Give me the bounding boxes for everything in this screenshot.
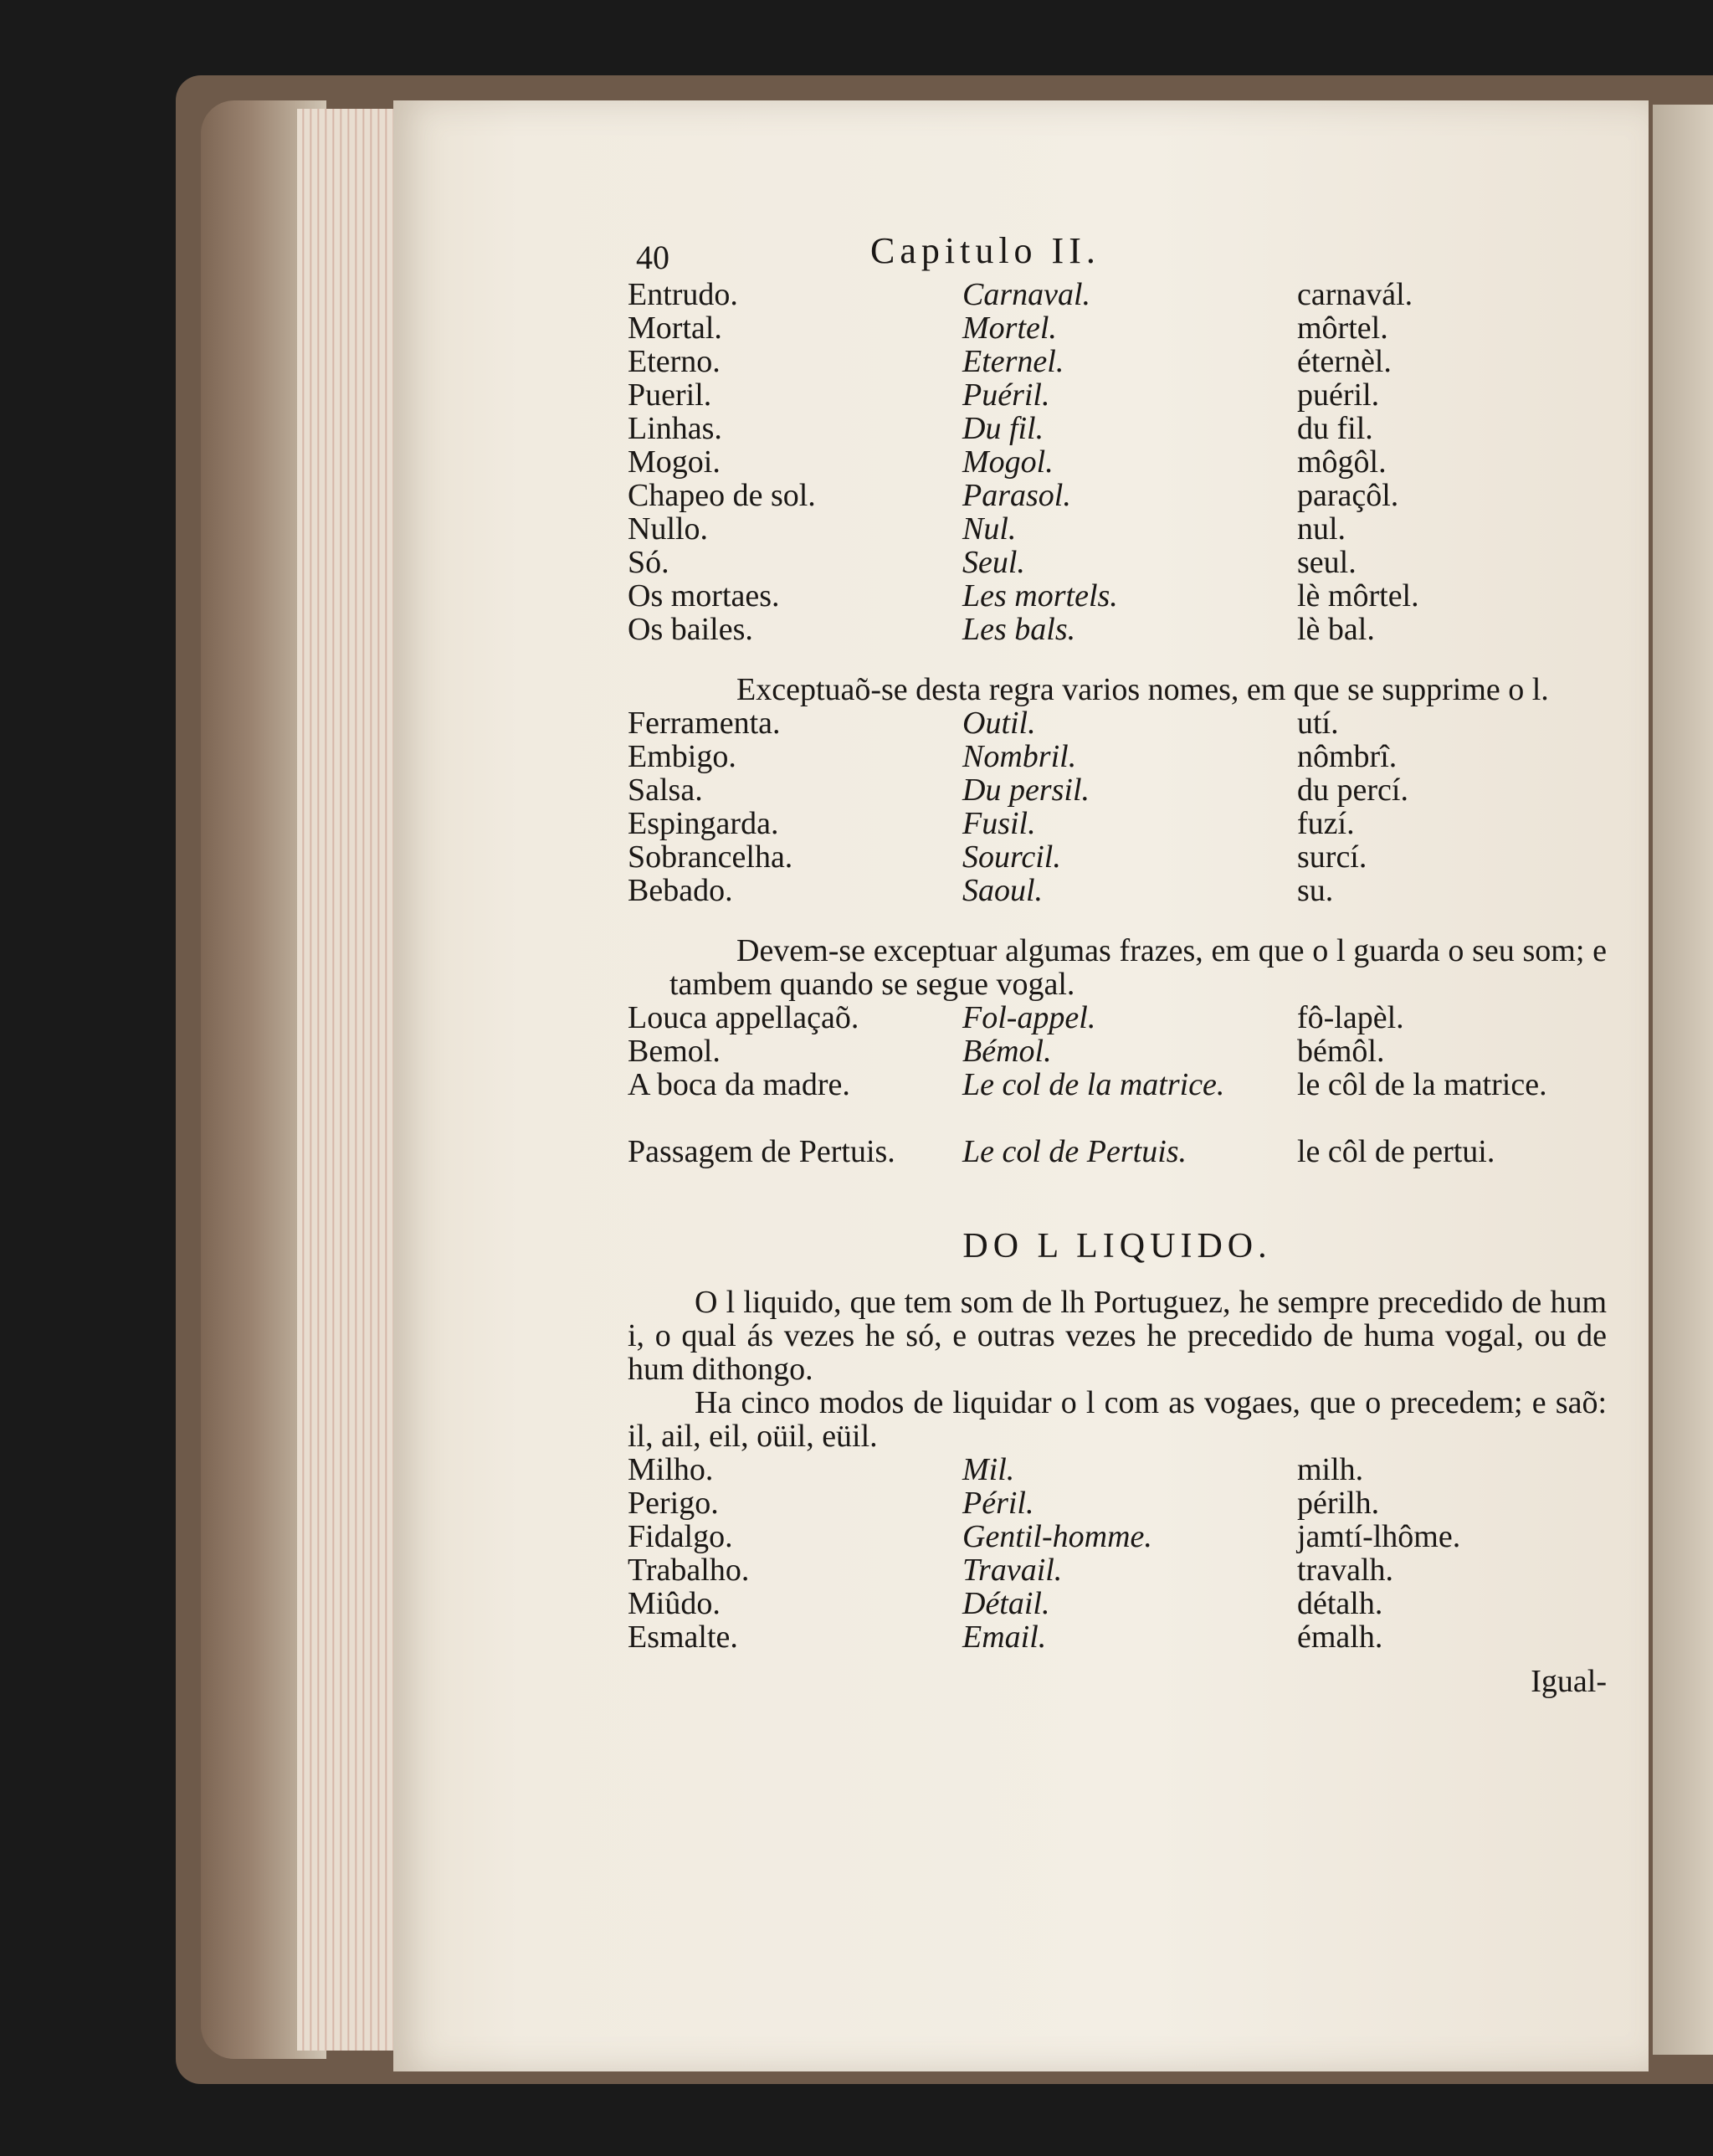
portuguese-word: Chapeo de sol. (628, 478, 816, 513)
french-word: Le col de Pertuis. (962, 1134, 1187, 1169)
paragraph-liquid-l: O l liquido, que tem som de lh Portuguez, he sempre precedido de hum i, o qual ás vezes he só, e outras vezes he precedido de huma vogal, ou de hum dithongo. (628, 1285, 1607, 1387)
portuguese-word: Os bailes. (628, 612, 753, 647)
french-word: Mil. (962, 1452, 1015, 1487)
vocab-row (628, 740, 1607, 773)
vocabulary-table-3 (628, 1001, 1607, 1202)
pronunciation: travalh. (1297, 1553, 1394, 1588)
pronunciation: fô-lapèl. (1297, 1000, 1404, 1035)
page-header (628, 230, 1607, 276)
vocab-row (628, 1553, 1607, 1587)
french-word: Le col de la matrice. (962, 1067, 1225, 1102)
running-head: Capitulo II. (870, 230, 1100, 271)
portuguese-word: Trabalho. (628, 1553, 750, 1588)
french-word: Fol-appel. (962, 1000, 1096, 1035)
portuguese-word: Ferramenta. (628, 706, 781, 741)
portuguese-word: A boca da madre. (628, 1067, 850, 1102)
portuguese-word: Só. (628, 545, 669, 580)
vocabulary-table-1 (628, 278, 1607, 646)
pronunciation: fuzí. (1297, 806, 1355, 841)
vocabulary-table-2 (628, 706, 1607, 907)
portuguese-word: Fidalgo. (628, 1519, 733, 1554)
pronunciation: utí. (1297, 706, 1339, 741)
pronunciation: du percí. (1297, 773, 1408, 808)
portuguese-word: Mogoi. (628, 444, 721, 480)
pronunciation: jamtí-lhôme. (1297, 1519, 1461, 1554)
pronunciation: éternèl. (1297, 344, 1392, 379)
french-word: Mogol. (962, 444, 1054, 480)
pronunciation: seul. (1297, 545, 1357, 580)
pronunciation: milh. (1297, 1452, 1364, 1487)
vocab-row (628, 512, 1607, 546)
pronunciation: le côl de la matrice. (1297, 1067, 1547, 1102)
portuguese-word: Bemol. (628, 1034, 721, 1069)
french-word: Nombril. (962, 739, 1077, 774)
pronunciation: surcí. (1297, 839, 1367, 875)
french-word: Email. (962, 1620, 1047, 1655)
paragraph-phrases: Devem-se exceptuar algumas frazes, em que o l guarda o seu som; e tambem quando se segue vogal. (669, 933, 1607, 1002)
pronunciation: puéril. (1297, 377, 1380, 413)
pronunciation: lè bal. (1297, 612, 1375, 647)
french-word: Puéril. (962, 377, 1050, 413)
french-word: Gentil-homme. (962, 1519, 1152, 1554)
portuguese-word: Linhas. (628, 411, 722, 446)
vocab-row (628, 840, 1607, 874)
portuguese-word: Nullo. (628, 511, 709, 547)
pronunciation: du fil. (1297, 411, 1373, 446)
portuguese-word: Embigo. (628, 739, 736, 774)
vocab-row (628, 1520, 1607, 1553)
pronunciation: périlh. (1297, 1486, 1380, 1521)
french-word: Les bals. (962, 612, 1076, 647)
catchword: Igual- (1531, 1664, 1607, 1699)
portuguese-word: Passagem de Pertuis. (628, 1134, 895, 1169)
pronunciation: môrtel. (1297, 311, 1388, 346)
vocab-row (628, 412, 1607, 445)
french-word: Mortel. (962, 311, 1057, 346)
vocab-row (628, 345, 1607, 378)
vocab-row (628, 311, 1607, 345)
portuguese-word: Entrudo. (628, 277, 738, 312)
page-content (628, 230, 1607, 1702)
french-word: Outil. (962, 706, 1036, 741)
pronunciation: môgôl. (1297, 444, 1387, 480)
vocab-row (628, 706, 1607, 740)
french-word: Sourcil. (962, 839, 1061, 875)
vocab-row (628, 874, 1607, 907)
vocab-row (628, 1486, 1607, 1520)
french-word: Eternel. (962, 344, 1064, 379)
pronunciation: le côl de pertui. (1297, 1134, 1495, 1169)
vocab-row (628, 278, 1607, 311)
french-word: Nul. (962, 511, 1017, 547)
vocab-row (628, 1620, 1607, 1654)
pronunciation: carnavál. (1297, 277, 1413, 312)
portuguese-word: Sobrancelha. (628, 839, 793, 875)
portuguese-word: Mortal. (628, 311, 722, 346)
portuguese-word: Bebado. (628, 873, 733, 908)
portuguese-word: Perigo. (628, 1486, 719, 1521)
paragraph-five-modes: Ha cinco modos de liquidar o l com as vogaes, que o precedem; e saõ: il, ail, eil, oüil, eüil. (628, 1385, 1607, 1454)
portuguese-word: Pueril. (628, 377, 712, 413)
pronunciation: émalh. (1297, 1620, 1383, 1655)
portuguese-word: Milho. (628, 1452, 714, 1487)
french-word: Détail. (962, 1586, 1050, 1621)
pronunciation: bémôl. (1297, 1034, 1385, 1069)
pronunciation: lè môrtel. (1297, 578, 1419, 613)
french-word: Fusil. (962, 806, 1036, 841)
portuguese-word: Os mortaes. (628, 578, 780, 613)
vocab-row (628, 378, 1607, 412)
portuguese-word: Salsa. (628, 773, 703, 808)
french-word: Seul. (962, 545, 1025, 580)
pronunciation: paraçôl. (1297, 478, 1399, 513)
facing-page-edge (1653, 105, 1713, 2055)
paragraph-exceptions: Exceptuaõ-se desta regra varios nomes, em que se supprime o l. (736, 672, 1549, 707)
french-word: Travail. (962, 1553, 1063, 1588)
vocab-row (628, 1034, 1607, 1068)
page-edges (297, 109, 406, 2051)
french-word: Du fil. (962, 411, 1044, 446)
vocab-row (628, 445, 1607, 479)
vocab-row (628, 479, 1607, 512)
vocab-row (628, 1587, 1607, 1620)
pronunciation: détalh. (1297, 1586, 1383, 1621)
french-word: Parasol. (962, 478, 1071, 513)
pronunciation: su. (1297, 873, 1334, 908)
vocab-row (628, 613, 1607, 646)
french-word: Péril. (962, 1486, 1034, 1521)
vocab-row (628, 773, 1607, 807)
portuguese-word: Louca appellaçaõ. (628, 1000, 859, 1035)
french-word: Les mortels. (962, 578, 1118, 613)
pronunciation: nul. (1297, 511, 1346, 547)
portuguese-word: Esmalte. (628, 1620, 738, 1655)
french-word: Saoul. (962, 873, 1044, 908)
vocab-row (628, 1135, 1607, 1202)
vocab-row (628, 807, 1607, 840)
french-word: Bémol. (962, 1034, 1052, 1069)
pronunciation: nômbrî. (1297, 739, 1398, 774)
portuguese-word: Espingarda. (628, 806, 779, 841)
vocab-row (628, 1068, 1607, 1135)
portuguese-word: Miûdo. (628, 1586, 721, 1621)
french-word: Du persil. (962, 773, 1090, 808)
vocab-row (628, 546, 1607, 579)
french-word: Carnaval. (962, 277, 1091, 312)
vocab-row (628, 579, 1607, 613)
section-title: DO L LIQUIDO. (962, 1227, 1272, 1265)
portuguese-word: Eterno. (628, 344, 721, 379)
vocab-row (628, 1453, 1607, 1486)
page-number: 40 (636, 239, 669, 276)
vocabulary-table-4 (628, 1453, 1607, 1654)
vocab-row (628, 1001, 1607, 1034)
